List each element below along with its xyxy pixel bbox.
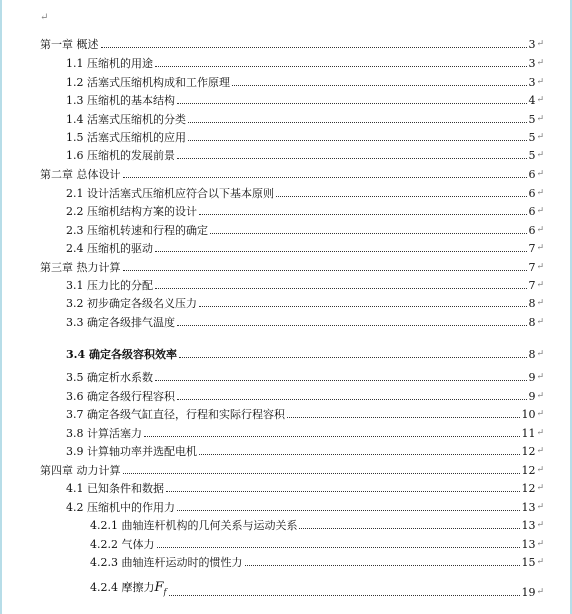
toc-leader-dots (179, 357, 527, 358)
toc-entry[interactable] (66, 387, 544, 403)
toc-leader-dots (188, 122, 527, 123)
toc-entry[interactable] (66, 54, 544, 70)
toc-entry[interactable] (66, 498, 544, 514)
toc-entry[interactable] (66, 221, 544, 237)
toc-entry-label: 2.2 压缩机结构方案的设计 (66, 205, 197, 218)
toc-entry[interactable] (40, 461, 544, 477)
paragraph-mark-icon: ↵ (536, 262, 544, 272)
paragraph-mark-icon: ↵ (536, 114, 544, 124)
toc-leader-dots (101, 47, 528, 48)
toc-entry-label: 4.2.3 曲轴连杆运动时的惯性力 (90, 556, 243, 569)
toc-page-number: 3 (528, 38, 536, 51)
toc-entry[interactable] (66, 479, 544, 495)
paragraph-mark-icon: ↵ (536, 280, 544, 290)
toc-entry[interactable] (66, 313, 544, 329)
toc-page-number: 19 (521, 586, 536, 599)
toc-leader-dots (155, 380, 527, 381)
toc-page-number: 3 (528, 57, 536, 70)
paragraph-mark-icon: ↵ (536, 446, 544, 456)
toc-leader-dots (188, 140, 527, 141)
toc-leader-dots (157, 547, 521, 548)
toc-page-number: 10 (521, 408, 536, 421)
toc-entry-label: 第二章 总体设计 (40, 168, 121, 181)
toc-page-number: 15 (521, 556, 536, 569)
paragraph-mark-icon: ↵ (536, 169, 544, 179)
toc-page-number: 8 (528, 348, 536, 361)
toc-leader-dots (123, 270, 528, 271)
paragraph-mark-icon: ↵ (536, 39, 544, 49)
toc-leader-dots (169, 595, 521, 596)
toc-page-number: 12 (521, 464, 536, 477)
paragraph-mark-icon: ↵ (536, 349, 544, 359)
toc-entry-label: 3.8 计算活塞力 (66, 427, 142, 440)
toc-leader-dots (155, 66, 527, 67)
paragraph-mark-icon: ↵ (536, 225, 544, 235)
toc-entry[interactable] (66, 110, 544, 126)
paragraph-mark-icon: ↵ (536, 188, 544, 198)
toc-page-number: 7 (528, 261, 536, 274)
toc-page-number: 6 (528, 187, 536, 200)
toc-entry-label: 1.3 压缩机的基本结构 (66, 94, 175, 107)
toc-page-number: 13 (521, 538, 536, 551)
toc-leader-dots (276, 196, 527, 197)
toc-entry-label: 1.2 活塞式压缩机构成和工作原理 (66, 76, 230, 89)
paragraph-mark-icon: ↵ (536, 298, 544, 308)
paragraph-mark-icon: ↵ (536, 539, 544, 549)
toc-entry[interactable] (66, 345, 544, 361)
toc-entry-label: 3.1 压力比的分配 (66, 279, 153, 292)
toc-leader-dots (123, 473, 521, 474)
paragraph-mark-icon: ↵ (536, 206, 544, 216)
toc-entry-label: 4.2.2 气体力 (90, 538, 155, 551)
paragraph-mark-icon: ↵ (536, 243, 544, 253)
toc-entry-label: 4.1 已知条件和数据 (66, 482, 164, 495)
toc-entry-label: 3.2 初步确定各级名义压力 (66, 297, 197, 310)
toc-leader-dots (155, 288, 527, 289)
toc-entry-label: 第三章 热力计算 (40, 261, 121, 274)
paragraph-mark-icon: ↵ (536, 58, 544, 68)
toc-leader-dots (177, 325, 527, 326)
toc-entry-label: 2.3 压缩机转速和行程的确定 (66, 224, 208, 237)
toc-page-number: 9 (528, 371, 536, 384)
toc-page-number: 3 (528, 76, 536, 89)
toc-leader-dots (232, 85, 527, 86)
toc-entry[interactable] (66, 276, 544, 292)
toc-page-number: 9 (528, 390, 536, 403)
toc-entry[interactable] (90, 516, 544, 532)
toc-entry-label: 3.7 确定各级气缸直径，行程和实际行程容积 (66, 408, 285, 421)
toc-page-number: 5 (528, 113, 536, 126)
toc-entry-label: 2.4 压缩机的驱动 (66, 242, 153, 255)
paragraph-mark-icon: ↵ (536, 132, 544, 142)
paragraph-mark-icon: ↵ (536, 95, 544, 105)
toc-page-number: 7 (528, 279, 536, 292)
toc-leader-dots (155, 251, 527, 252)
toc-entry[interactable] (90, 553, 544, 569)
toc-entry-label: 3.4 确定各级容积效率 (66, 348, 177, 361)
toc-entry-label: 1.1 压缩机的用途 (66, 57, 153, 70)
toc-page-number: 8 (528, 316, 536, 329)
toc-page-number: 5 (528, 149, 536, 162)
paragraph-mark-icon: ↵ (536, 317, 544, 327)
toc-entry[interactable] (90, 535, 544, 551)
toc-leader-dots (299, 528, 520, 529)
toc-page-number: 11 (521, 427, 536, 440)
toc-entry[interactable] (66, 442, 544, 458)
toc-entry-label: 3.3 确定各级排气温度 (66, 316, 175, 329)
toc-entry[interactable] (66, 405, 544, 421)
toc-entry[interactable] (66, 239, 544, 255)
toc-page-number: 4 (528, 94, 536, 107)
toc-leader-dots (177, 510, 520, 511)
paragraph-mark-icon: ↵ (536, 391, 544, 401)
paragraph-mark-icon: ↵ (536, 520, 544, 530)
toc-entry[interactable] (40, 258, 544, 274)
toc-entry[interactable] (66, 184, 544, 200)
paragraph-mark: ↵ (40, 12, 49, 23)
paragraph-mark-icon: ↵ (536, 77, 544, 87)
toc-leader-dots (177, 103, 527, 104)
toc-entry[interactable] (66, 368, 544, 384)
toc-leader-dots (210, 233, 527, 234)
paragraph-mark-icon: ↵ (536, 557, 544, 567)
toc-entry-label: 1.4 活塞式压缩机的分类 (66, 113, 186, 126)
toc-entry-label: 4.2.1 曲轴连杆机构的几何关系与运动关系 (90, 519, 298, 532)
toc-leader-dots (123, 177, 528, 178)
paragraph-mark-icon: ↵ (536, 465, 544, 475)
toc-entry[interactable] (66, 146, 544, 162)
paragraph-mark-icon: ↵ (536, 502, 544, 512)
toc-leader-dots (166, 491, 520, 492)
toc-entry[interactable] (40, 35, 544, 51)
toc-page-number: 5 (528, 131, 536, 144)
toc-entry[interactable] (66, 424, 544, 440)
toc-entry-math-sub: f (163, 588, 167, 597)
toc-leader-dots (199, 306, 527, 307)
toc-entry-label: 1.5 活塞式压缩机的应用 (66, 131, 186, 144)
paragraph-mark-icon: ↵ (536, 150, 544, 160)
toc-page-number: 13 (521, 501, 536, 514)
toc-entry-label: 第四章 动力计算 (40, 464, 121, 477)
toc-page-number: 6 (528, 224, 536, 237)
toc-entry-label: 第一章 概述 (40, 38, 99, 51)
toc-entry-label: 2.1 设计活塞式压缩机应符合以下基本原则 (66, 187, 274, 200)
toc-entry[interactable] (66, 202, 544, 218)
toc-entry-label: 4.2 压缩机中的作用力 (66, 501, 175, 514)
toc-page-number: 7 (528, 242, 536, 255)
toc-entry-label: 3.5 确定析水系数 (66, 371, 153, 384)
toc-page-number: 12 (521, 445, 536, 458)
toc-page-number: 12 (521, 482, 536, 495)
toc-entry-label: 3.6 确定各级行程容积 (66, 390, 175, 403)
toc-leader-dots (199, 214, 527, 215)
toc-leader-dots (144, 436, 520, 437)
paragraph-mark-icon: ↵ (536, 483, 544, 493)
toc-entry[interactable] (66, 294, 544, 310)
toc-page-number: 6 (528, 168, 536, 181)
toc-leader-dots (177, 399, 527, 400)
paragraph-mark-icon: ↵ (536, 372, 544, 382)
paragraph-mark-icon: ↵ (536, 587, 544, 597)
toc-entry-math: $F_f$ (154, 580, 167, 597)
toc-entry[interactable] (40, 165, 544, 181)
toc-page-number: 13 (521, 519, 536, 532)
toc-entry[interactable] (66, 73, 544, 89)
toc-leader-dots (287, 417, 520, 418)
toc-entry-label: 4.2.4 摩擦力$F_f$ (90, 580, 167, 597)
toc-entry[interactable] (66, 91, 544, 107)
toc-page-number: 6 (528, 205, 536, 218)
toc-entry-label: 3.9 计算轴功率并选配电机 (66, 445, 197, 458)
paragraph-mark-icon: ↵ (536, 428, 544, 438)
toc-leader-dots (199, 454, 520, 455)
toc-leader-dots (245, 565, 521, 566)
toc-entry-label: 1.6 压缩机的发展前景 (66, 149, 175, 162)
paragraph-mark-icon: ↵ (536, 409, 544, 419)
toc-leader-dots (177, 158, 527, 159)
toc-entry[interactable] (66, 128, 544, 144)
toc-page-number: 8 (528, 297, 536, 310)
toc-entry[interactable] (90, 580, 544, 599)
